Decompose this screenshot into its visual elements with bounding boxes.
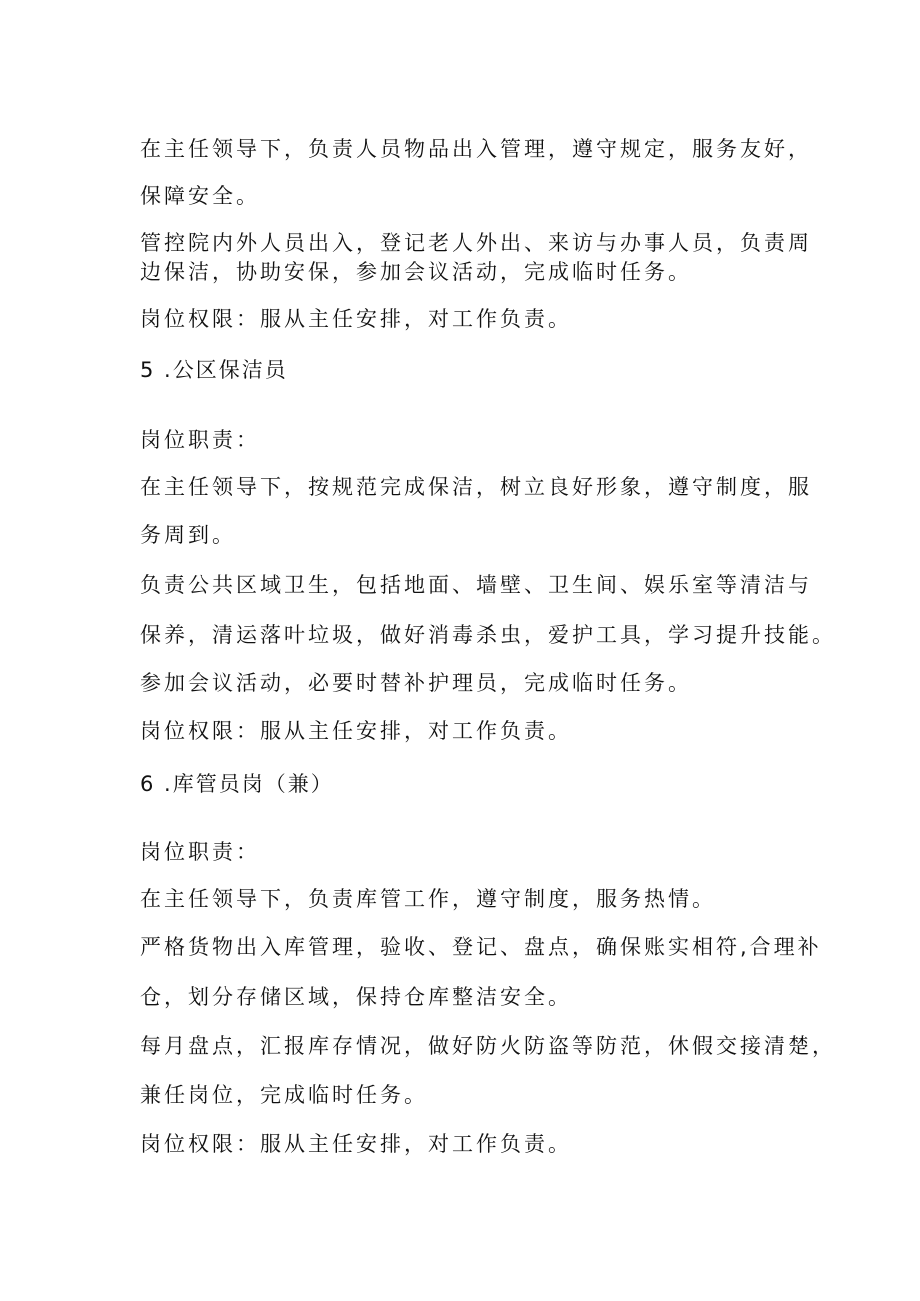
gatekeeper-authority-line: 岗位权限：服从主任安排，对工作负责。: [140, 307, 572, 331]
gatekeeper-task-line-1: 管控院内外人员出入，登记老人外出、来访与办事人员，负责周: [140, 231, 812, 255]
cleaner-duty-line-1: 在主任领导下，按规范完成保洁，树立良好形象，遵守制度，服: [140, 475, 812, 499]
warehouse-duty-label: 岗位职责：: [140, 840, 260, 864]
gatekeeper-duty-line-2: 保障安全。: [140, 184, 260, 208]
warehouse-authority-line: 岗位权限：服从主任安排，对工作负责。: [140, 1132, 572, 1156]
cleaner-task-line-2: 保养，清运落叶垃圾，做好消毒杀虫，爱护工具，学习提升技能。: [140, 623, 836, 647]
gatekeeper-duty-line-1: 在主任领导下，负责人员物品出入管理，遵守规定，服务友好，: [140, 137, 812, 161]
warehouse-duty-line: 在主任领导下，负责库管工作，遵守制度，服务热情。: [140, 887, 716, 911]
section-heading-warehouse-keeper: 6 .库管员岗（兼）: [140, 772, 334, 796]
section-heading-public-cleaner: 5 .公区保洁员: [140, 358, 288, 382]
cleaner-authority-line: 岗位权限：服从主任安排，对工作负责。: [140, 719, 572, 743]
cleaner-duty-label: 岗位职责：: [140, 428, 260, 452]
gatekeeper-task-line-2: 边保洁，协助安保，参加会议活动，完成临时任务。: [140, 260, 692, 284]
cleaner-task-line-1: 负责公共区域卫生，包括地面、墙壁、卫生间、娱乐室等清洁与: [140, 573, 812, 597]
warehouse-task-line-3: 每月盘点，汇报库存情况，做好防火防盗等防范，休假交接清楚，: [140, 1034, 836, 1058]
warehouse-task-line-1: 严格货物出入库管理，验收、登记、盘点，确保账实相符,合理补: [140, 935, 822, 959]
cleaner-task-line-3: 参加会议活动，必要时替补护理员，完成临时任务。: [140, 671, 692, 695]
warehouse-task-line-2: 仓，划分存储区域，保持仓库整洁安全。: [140, 985, 572, 1009]
cleaner-duty-line-2: 务周到。: [140, 523, 236, 547]
warehouse-task-line-4: 兼任岗位，完成临时任务。: [140, 1083, 428, 1107]
